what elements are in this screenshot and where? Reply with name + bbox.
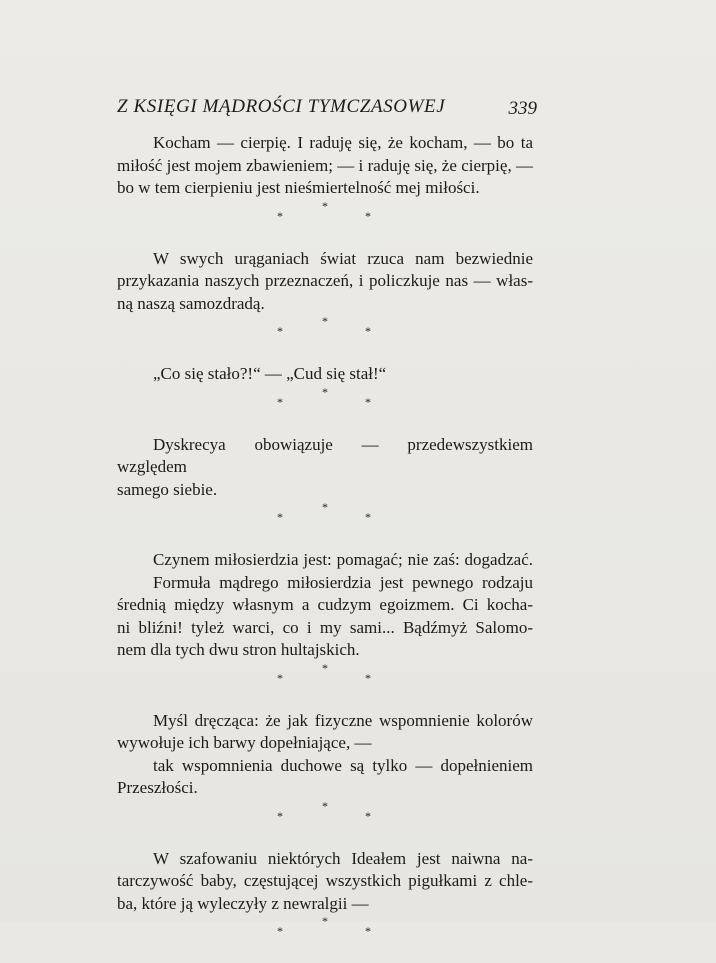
text-line: ną naszą samozdradą.: [117, 293, 265, 313]
separator-asterisk: *: [365, 394, 371, 409]
separator-asterisk: *: [322, 914, 328, 928]
aphorism-paragraph: [117, 710, 533, 800]
aphorism-paragraph: [117, 434, 533, 502]
section-separator: [117, 386, 533, 434]
aphorism-paragraph: [117, 549, 533, 662]
text-line: samego siebie.: [117, 479, 218, 499]
text-line: „Co się stało?!“ — „Cud się stał!“: [153, 364, 387, 383]
separator-asterisk: *: [322, 314, 328, 328]
separator-asterisk: *: [322, 384, 328, 399]
text-line: nem dla tych dwu stron hultajskich.: [117, 640, 360, 659]
separator-asterisk: *: [322, 798, 328, 813]
text-line: W swych urąganiach świat rzuca nam bezwiednie: [153, 248, 533, 268]
text-line: bo w tem cierpieniu jest nieśmiertelność mej miłości.: [117, 178, 480, 197]
separator-asterisk: *: [277, 324, 283, 338]
text-line: miłość jest mojem zbawieniem; — i raduję się, że cierpię, —: [117, 155, 533, 175]
running-title: Z KSIĘGI MĄDROŚCI TYMCZASOWEJ: [117, 96, 446, 117]
text-line: Myśl dręcząca: że jak fizyczne wspomnienie kolorów: [153, 710, 533, 730]
separator-asterisk: *: [277, 208, 283, 223]
text-line: Kocham — cierpię. I raduję się, że kocham, — bo ta: [153, 133, 533, 152]
text-line: tarczywość baby, częstującej wszystkich pigułkami z chle-: [117, 871, 533, 890]
section-separator: [117, 915, 533, 963]
text-line: Dyskrecya obowiązuje — przedewszystkiem względem: [117, 434, 533, 476]
separator-asterisk: *: [365, 510, 371, 524]
section-separator: [117, 662, 533, 710]
text-line: tak wspomnienia duchowe są tylko — dopełnieniem: [153, 755, 533, 775]
separator-asterisk: *: [277, 924, 283, 938]
section-separator: [117, 315, 533, 363]
separator-asterisk: *: [365, 208, 371, 223]
page-number: 339: [508, 98, 537, 119]
text-line: ni bliźni! tyleż warci, co i my sami... Bądźmyż Salomo-: [117, 617, 533, 637]
section-separator: [117, 200, 533, 248]
text-line: ba, które ją wyleczyły z newralgii —: [117, 893, 369, 913]
section-separator: [117, 501, 533, 549]
page-body: [117, 132, 533, 963]
separator-asterisk: *: [277, 808, 283, 823]
text-line: W szafowaniu niektórych Ideałem jest naiwna na-: [153, 848, 533, 868]
aphorism-paragraph: [117, 848, 533, 916]
text-line: Formuła mądrego miłosierdzia jest pewnego rodzaju: [153, 572, 533, 592]
separator-asterisk: *: [277, 394, 283, 409]
aphorism-paragraph: [117, 248, 533, 316]
aphorism-paragraph: [117, 132, 533, 200]
aphorism-paragraph: [117, 363, 533, 386]
separator-asterisk: *: [365, 670, 371, 685]
separator-asterisk: *: [365, 924, 371, 938]
text-line: przykazania naszych przeznaczeń, i policzkuje nas — włas-: [117, 271, 533, 290]
separator-asterisk: *: [277, 670, 283, 685]
section-separator: [117, 800, 533, 848]
separator-asterisk: *: [322, 660, 328, 675]
separator-asterisk: *: [365, 808, 371, 823]
text-line: średnią między własnym a cudzym egoizmem. Ci kocha-: [117, 595, 533, 614]
text-line: Czynem miłosierdzia jest: pomagać; nie zaś: dogadzać.: [153, 550, 533, 569]
separator-asterisk: *: [277, 510, 283, 524]
text-line: Przeszłości.: [117, 778, 198, 797]
separator-asterisk: *: [322, 500, 328, 514]
text-line: wywołuje ich barwy dopełniające, —: [117, 733, 372, 752]
separator-asterisk: *: [322, 198, 328, 213]
page-header: [117, 96, 537, 122]
separator-asterisk: *: [365, 324, 371, 338]
